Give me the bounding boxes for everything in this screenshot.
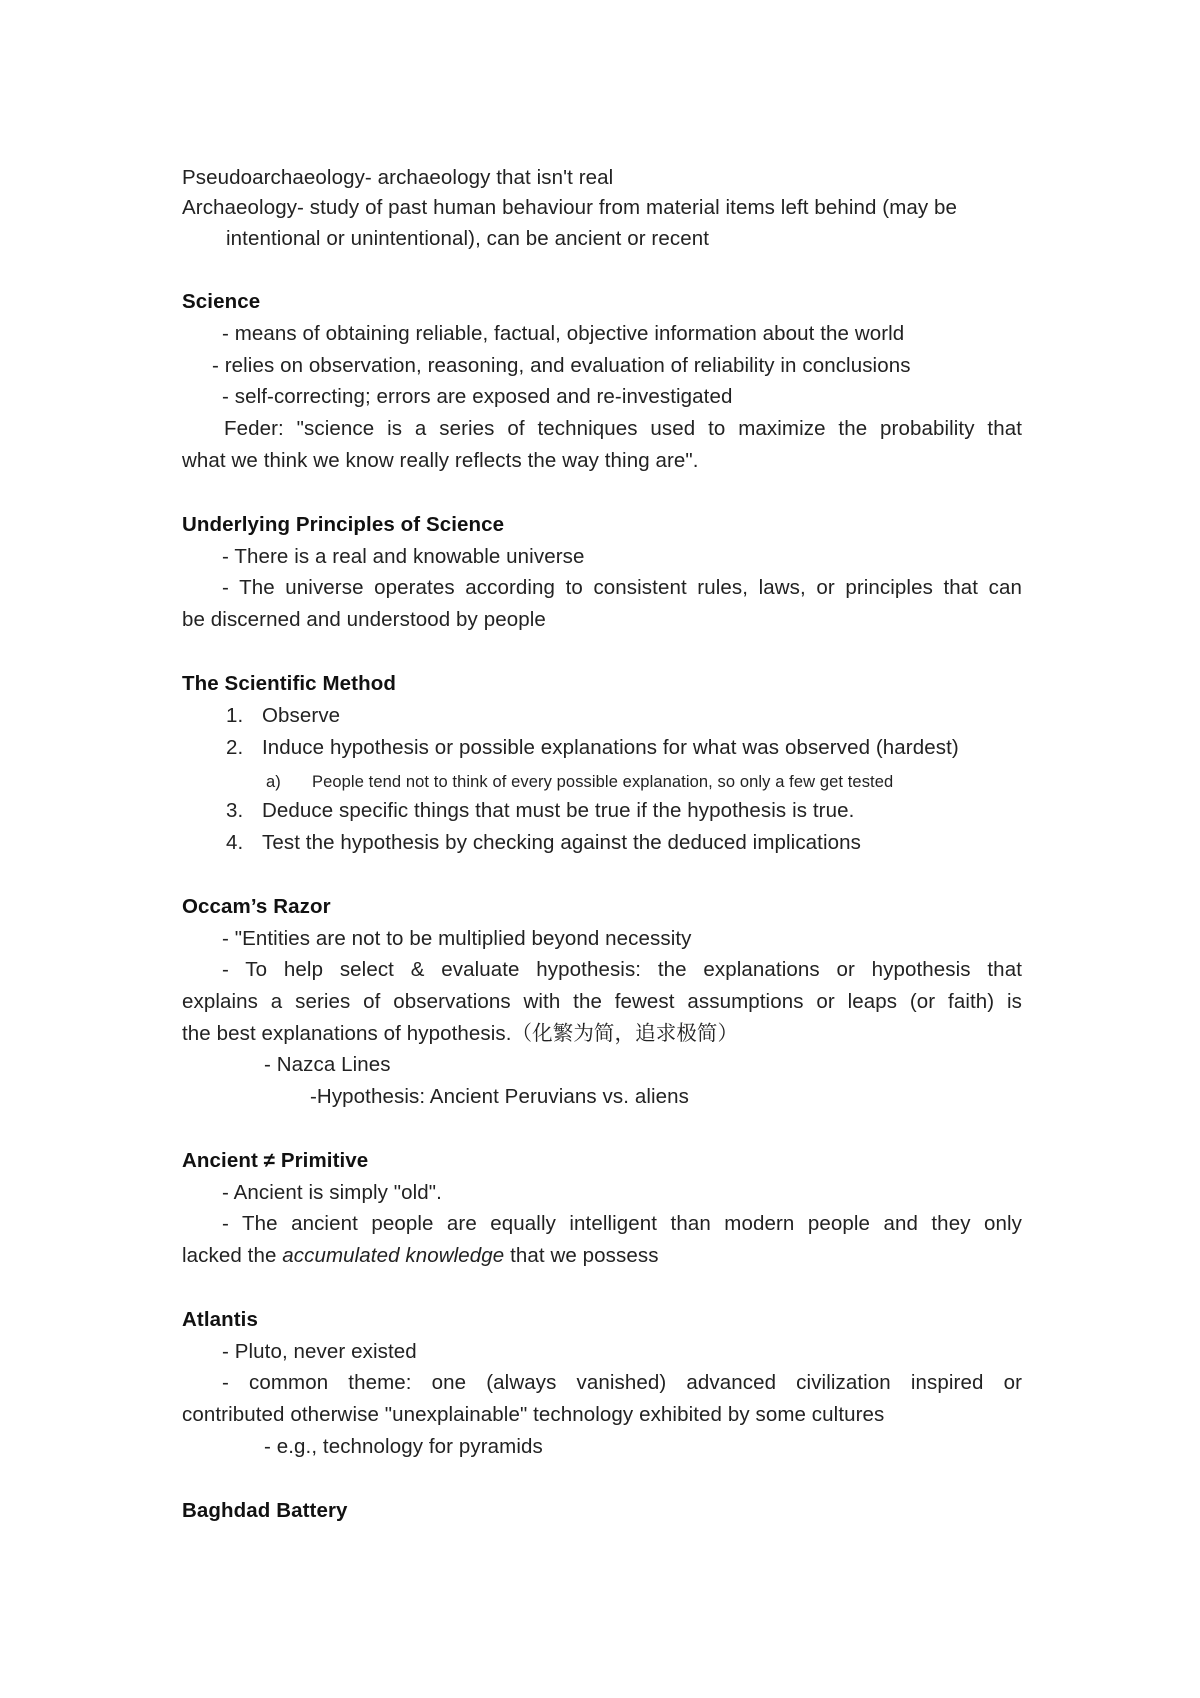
bullet-item: - means of obtaining reliable, factual, objective information about the world	[222, 322, 905, 345]
intro-line: intentional or unintentional), can be ancient or recent	[226, 227, 710, 250]
list-text: People tend not to think of every possible explanation, so only a few get tested	[312, 773, 894, 791]
bullet-item: - Pluto, never existed	[222, 1340, 417, 1363]
bullet-item: - self-correcting; errors are exposed and re-investigated	[222, 385, 733, 408]
list-subitem	[266, 770, 893, 794]
text-span: that we possess	[504, 1244, 659, 1267]
list-text: Induce hypothesis or possible explanations for what was observed (hardest)	[262, 736, 959, 759]
bullet-continuation: explains a series of observations with the fewest assumptions or leaps (or faith) is	[182, 990, 1022, 1013]
section-heading-principles: Underlying Principles of Science	[182, 513, 505, 536]
list-item	[226, 831, 861, 855]
list-number: 1.	[226, 704, 244, 727]
section-heading-baghdad: Baghdad Battery	[182, 1499, 348, 1522]
bullet-item: - Ancient is simply "old".	[222, 1181, 442, 1204]
list-text: Observe	[262, 704, 341, 727]
list-text: Deduce specific things that must be true if the hypothesis is true.	[262, 799, 855, 822]
list-item	[226, 704, 340, 728]
bullet-item: - "Entities are not to be multiplied beyond necessity	[222, 927, 692, 950]
text-span: lacked the	[182, 1244, 283, 1267]
list-item	[226, 736, 959, 760]
section-heading-science: Science	[182, 290, 261, 313]
section-heading-occam: Occam’s Razor	[182, 895, 331, 918]
list-text: Test the hypothesis by checking against the deduced implications	[262, 831, 861, 854]
bullet-continuation	[182, 1244, 659, 1268]
intro-line: Archaeology- study of past human behaviour from material items left behind (may be	[182, 196, 958, 219]
sub-sub-bullet-item: -Hypothesis: Ancient Peruvians vs. aliens	[310, 1085, 689, 1108]
section-heading-atlantis: Atlantis	[182, 1308, 258, 1331]
list-letter: a)	[266, 773, 281, 791]
bullet-item: - The universe operates according to consistent rules, laws, or principles that can	[222, 576, 1022, 599]
bullet-item: - There is a real and knowable universe	[222, 545, 585, 568]
list-number: 2.	[226, 736, 244, 759]
list-item	[226, 799, 854, 823]
section-heading-ancient: Ancient ≠ Primitive	[182, 1149, 369, 1172]
list-number: 4.	[226, 831, 244, 854]
sub-bullet-item: - Nazca Lines	[264, 1053, 391, 1076]
section-heading-method: The Scientific Method	[182, 672, 396, 695]
sub-bullet-item: - e.g., technology for pyramids	[264, 1435, 543, 1458]
bullet-continuation: contributed otherwise "unexplainable" technology exhibited by some cultures	[182, 1403, 885, 1426]
intro-line: Pseudoarchaeology- archaeology that isn't real	[182, 166, 614, 189]
emphasis-text: accumulated knowledge	[282, 1244, 505, 1267]
list-number: 3.	[226, 799, 244, 822]
bullet-item: - common theme: one (always vanished) advanced civilization inspired or	[222, 1371, 1022, 1394]
quote-line: what we think we know really reflects the way thing are".	[182, 449, 699, 472]
bullet-item: - The ancient people are equally intelligent than modern people and they only	[222, 1212, 1022, 1235]
quote-line: Feder: "science is a series of techniques used to maximize the probability that	[224, 417, 1022, 440]
bullet-item: - To help select & evaluate hypothesis: the explanations or hypothesis that	[222, 958, 1022, 981]
bullet-continuation: the best explanations of hypothesis.（化繁为简，追求极简）	[182, 1022, 739, 1045]
bullet-item: - relies on observation, reasoning, and evaluation of reliability in conclusions	[212, 354, 911, 377]
bullet-continuation: be discerned and understood by people	[182, 608, 546, 631]
